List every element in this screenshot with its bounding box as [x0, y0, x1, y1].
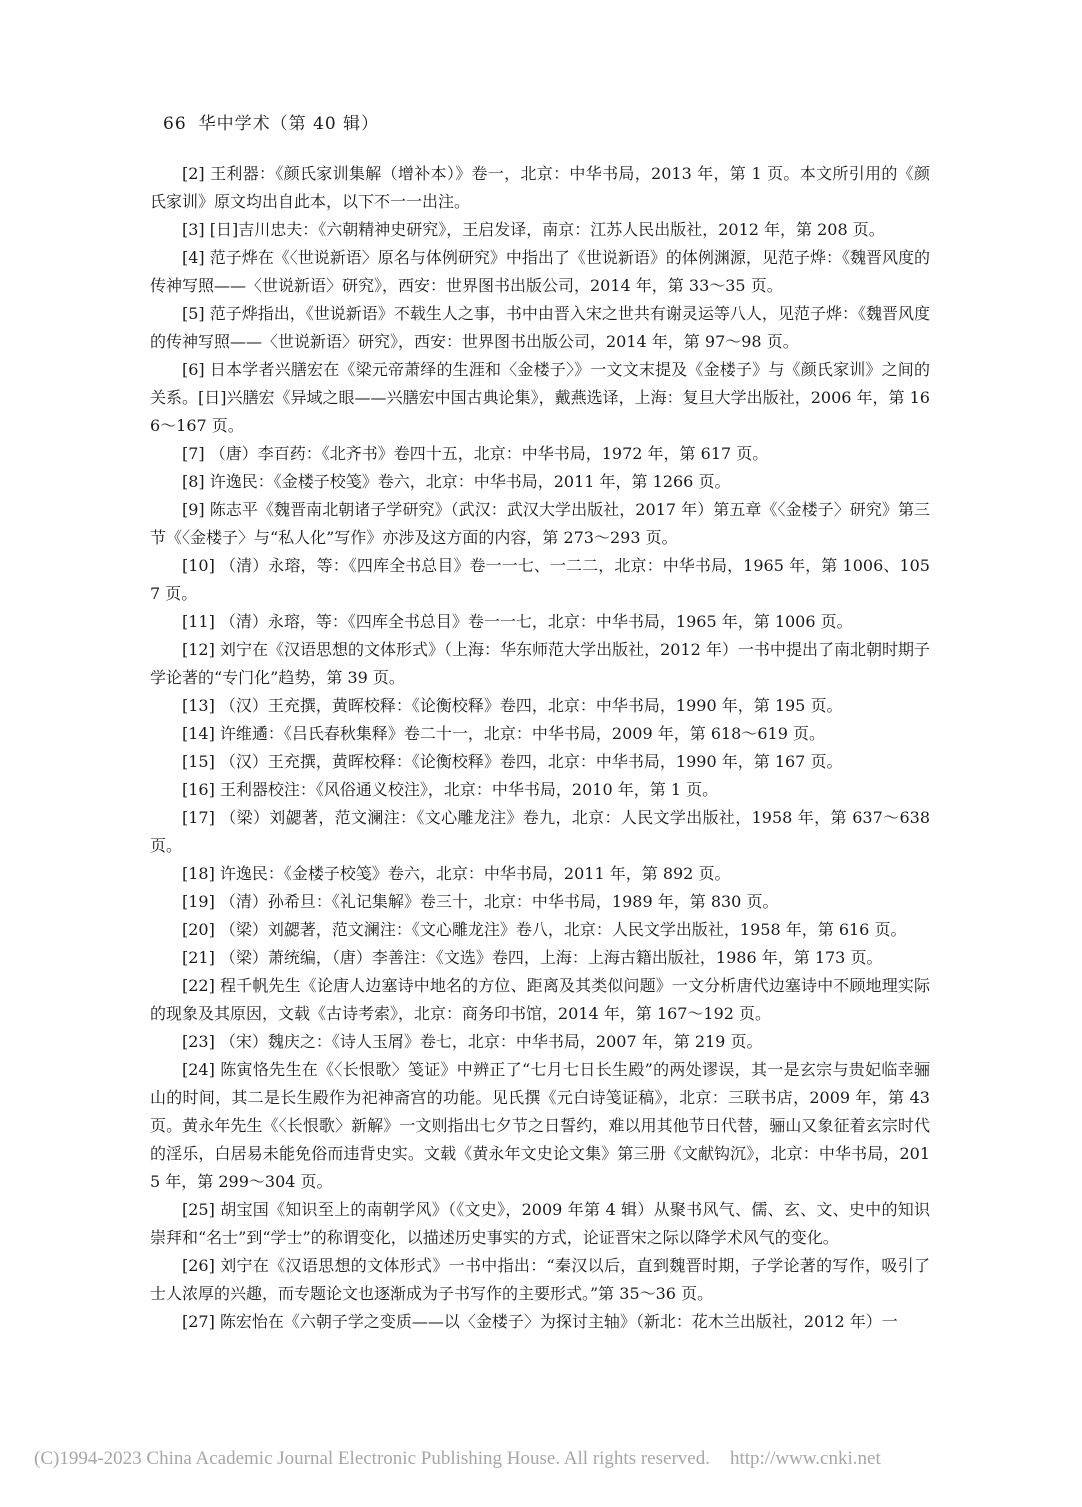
endnote: [11] （清）永瑢，等：《四库全书总目》卷一一七，北京：中华书局，1965 年，第 1006 页。	[182, 612, 853, 631]
running-header	[163, 109, 379, 134]
endnote: [9] 陈志平《魏晋南北朝诸子学研究》（武汉：武汉大学出版社，2017 年）第五章《〈金楼子〉研究》第三节《〈金楼子〉与“私人化”写作》亦涉及这方面的内容，第 273～293 页。	[150, 500, 930, 547]
endnote: [5] 范子烨指出，《世说新语》不载生人之事，书中由晋入宋之世共有谢灵运等八人，见范子烨：《魏晋风度的传神写照——〈世说新语〉研究》，西安：世界图书出版公司，2014 年，第 97～98 页。	[150, 304, 930, 351]
endnote: [13] （汉）王充撰，黄晖校释：《论衡校释》卷四，北京：中华书局，1990 年，第 195 页。	[182, 696, 843, 715]
endnote: [15] （汉）王充撰，黄晖校释：《论衡校释》卷四，北京：中华书局，1990 年，第 167 页。	[182, 752, 843, 771]
endnote: [8] 许逸民：《金楼子校笺》卷六，北京：中华书局，2011 年，第 1266 页。	[182, 472, 731, 491]
endnote: [23] （宋）魏庆之：《诗人玉屑》卷七，北京：中华书局，2007 年，第 219 页。	[182, 1032, 763, 1051]
endnote: [3] [日]吉川忠夫：《六朝精神史研究》，王启发译，南京：江苏人民出版社，2012 年，第 208 页。	[182, 220, 885, 239]
cnki-url: http://www.cnki.net	[729, 1448, 881, 1469]
endnote: [26] 刘宁在《汉语思想的文体形式》一书中指出：“秦汉以后，直到魏晋时期，子学论著的写作，吸引了士人浓厚的兴趣，而专题论文也逐渐成为子书写作的主要形式。”第 35～36 页。	[150, 1256, 930, 1303]
endnote: [10] （清）永瑢，等：《四库全书总目》卷一一七、一二二，北京：中华书局，1965 年，第 1006、1057 页。	[150, 556, 930, 603]
copyright-notice: (C)1994-2023 China Academic Journal Electronic Publishing House. All rights reserved.	[34, 1448, 710, 1469]
copyright-footer	[34, 1448, 1074, 1470]
endnote: [27] 陈宏怡在《六朝子学之变质——以〈金楼子〉为探讨主轴》（新北：花木兰出版社，2012 年）一	[182, 1312, 898, 1331]
endnotes-list	[150, 160, 930, 1336]
endnote: [24] 陈寅恪先生在《〈长恨歌〉笺证》中辨正了“七月七日长生殿”的两处谬误，其一是玄宗与贵妃临幸骊山的时间，其二是长生殿作为祀神斋宫的功能。见氏撰《元白诗笺证稿》，北京：三联书店，2009 年，第 43 页。黄永年先生《〈长恨歌〉新解》一文则指出七夕节之日誓约，难以用其他节日代替，骊山又象征着玄宗时代的淫乐，白居易未能免俗而违背史实。文载《黄永年文史论文集》第三册《文献钩沉》，北京：中华书局，2015 年，第 299～304 页。	[150, 1060, 930, 1191]
endnote: [18] 许逸民：《金楼子校笺》卷六，北京：中华书局，2011 年，第 892 页。	[182, 864, 731, 883]
endnote: [14] 许维遹：《吕氏春秋集释》卷二十一，北京：中华书局，2009 年，第 618～619 页。	[182, 724, 825, 743]
page-number: 66	[163, 114, 187, 134]
endnote: [20] （梁）刘勰著，范文澜注：《文心雕龙注》卷八，北京：人民文学出版社，1958 年，第 616 页。	[182, 920, 907, 939]
endnote: [6] 日本学者兴膳宏在《梁元帝萧绎的生涯和〈金楼子〉》一文文末提及《金楼子》与《颜氏家训》之间的关系。[日]兴膳宏《异域之眼——兴膳宏中国古典论集》，戴燕选译，上海：复旦大学出版社，2006 年，第 166～167 页。	[150, 360, 930, 435]
endnote: [12] 刘宁在《汉语思想的文体形式》（上海：华东师范大学出版社，2012 年）一书中提出了南北朝时期子学论著的“专门化”趋势，第 39 页。	[150, 640, 930, 687]
endnote: [16] 王利器校注：《风俗通义校注》，北京：中华书局，2010 年，第 1 页。	[182, 780, 719, 799]
endnote: [2] 王利器：《颜氏家训集解（增补本）》卷一，北京：中华书局，2013 年，第 1 页。本文所引用的《颜氏家训》原文均出自此本，以下不一一出注。	[150, 164, 930, 211]
endnote: [22] 程千帆先生《论唐人边塞诗中地名的方位、距离及其类似问题》一文分析唐代边塞诗中不顾地理实际的现象及其原因，文载《古诗考索》，北京：商务印书馆，2014 年，第 167～192 页。	[150, 976, 930, 1023]
journal-title: 华中学术（第 40 辑）	[198, 114, 380, 134]
endnote: [21] （梁）萧统编，（唐）李善注：《文选》卷四，上海：上海古籍出版社，1986 年，第 173 页。	[182, 948, 883, 967]
endnote: [19] （清）孙希旦：《礼记集解》卷三十，北京：中华书局，1989 年，第 830 页。	[182, 892, 779, 911]
endnote: [7] （唐）李百药：《北齐书》卷四十五，北京：中华书局，1972 年，第 617 页。	[182, 444, 769, 463]
endnote: [25] 胡宝国《知识至上的南朝学风》（《文史》，2009 年第 4 辑）从聚书风气、儒、玄、文、史中的知识崇拜和“名士”到“学士”的称谓变化，以描述历史事实的方式，论证晋宋之际以降学术风气的变化。	[150, 1200, 930, 1247]
endnote: [4] 范子烨在《〈世说新语〉原名与体例研究》中指出了《世说新语》的体例渊源，见范子烨：《魏晋风度的传神写照——〈世说新语〉研究》，西安：世界图书出版公司，2014 年，第 33～35 页。	[150, 248, 930, 295]
endnote: [17] （梁）刘勰著，范文澜注：《文心雕龙注》卷九，北京：人民文学出版社，1958 年，第 637～638 页。	[150, 808, 930, 855]
